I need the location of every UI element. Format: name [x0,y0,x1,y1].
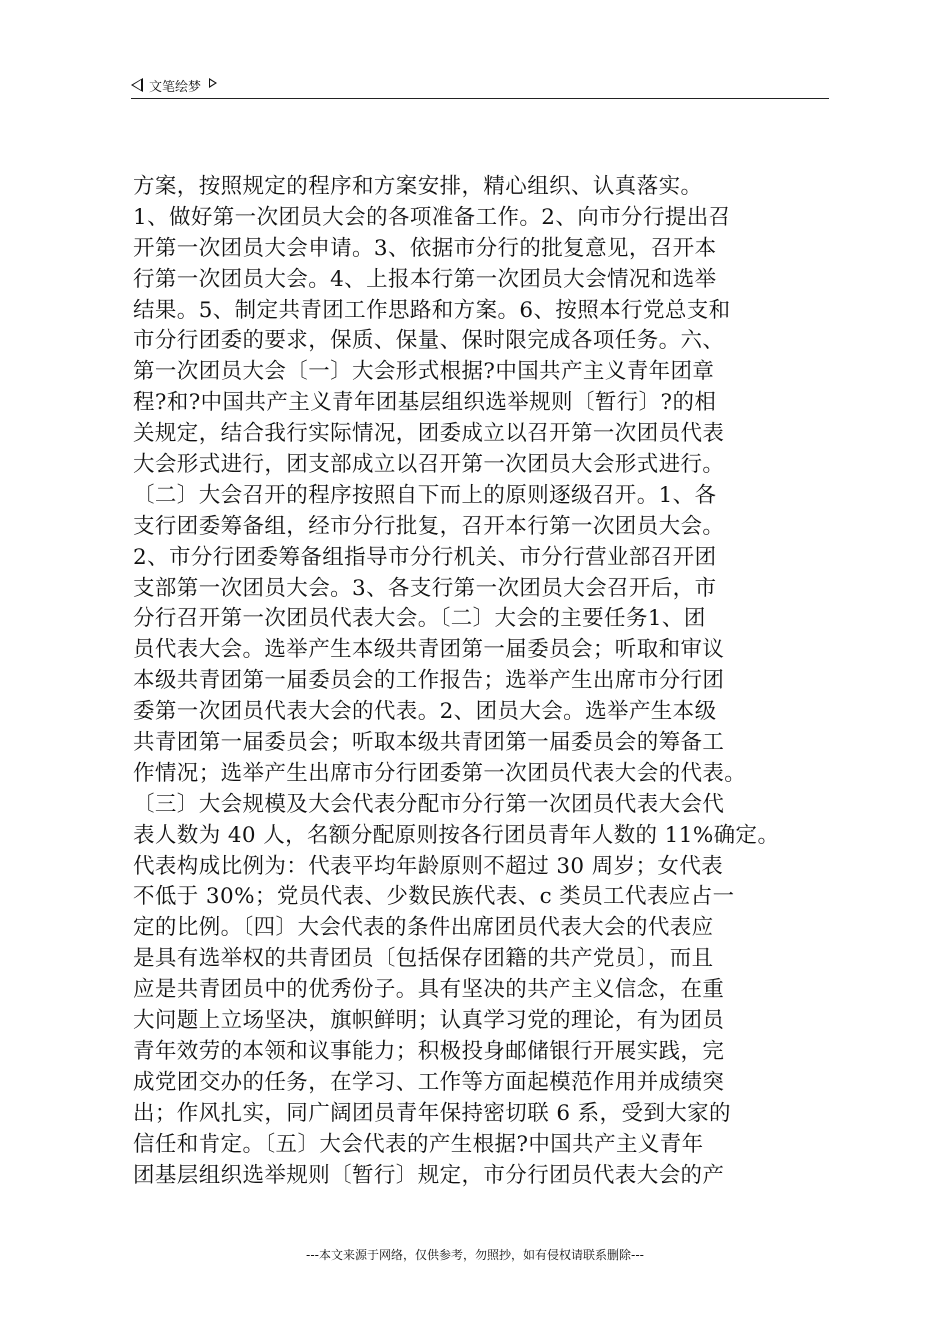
text-line: 支部第一次团员大会。3、各支行第一次团员大会召开后，市 [133,575,717,601]
text-line: 成党团交办的任务，在学习、工作等方面起模范作用并成绩突 [133,1069,725,1095]
text-line: 员代表大会。选举产生本级共青团第一届委员会；听取和审议 [133,637,725,663]
text-line: 支行团委筹备组，经市分行批复，召开本行第一次团员大会。 [133,513,725,539]
text-line: 结果。5、制定共青团工作思路和方案。6、按照本行党总支和 [133,297,731,323]
text-line: 〔三〕大会规模及大会代表分配市分行第一次团员代表大会代 [133,791,725,817]
text-line: 信任和肯定。〔五〕大会代表的产生根据?中国共产主义青年 [133,1131,704,1157]
page-header [131,72,217,98]
text-line: 大问题上立场坚决，旗帜鲜明；认真学习党的理论，有为团员 [133,1008,725,1034]
text-line: 共青团第一届委员会；听取本级共青团第一届委员会的筹备工 [133,730,725,756]
page-footer: ---本文来源于网络，仅供参考，勿照抄，如有侵权请联系删除--- [306,1248,644,1262]
text-line: 分行召开第一次团员代表大会。〔二〕大会的主要任务1、团 [133,606,706,632]
text-line: 大会形式进行，团支部成立以召开第一次团员大会形式进行。 [133,452,725,478]
header-divider [131,98,829,99]
text-line: 委第一次团员代表大会的代表。2、团员大会。选举产生本级 [133,699,717,725]
text-line: 开第一次团员大会申请。3、依据市分行的批复意见，召开本 [133,235,717,261]
header-title: 文笔绘梦 [149,79,202,95]
text-line: 定的比例。〔四〕大会代表的条件出席团员代表大会的代表应 [133,915,714,941]
text-line: 作情况；选举产生出席市分行团委第一次团员代表大会的代表。 [133,760,747,786]
triangle-right-icon [209,78,217,88]
text-line: 市分行团委的要求，保质、保量、保时限完成各项任务。六、 [133,328,725,354]
text-line: 应是共青团员中的优秀份子。具有坚决的共产主义信念，在重 [133,977,725,1003]
text-line: 代表构成比例为：代表平均年龄原则不超过 30 周岁；女代表 [133,853,724,879]
text-line: 程?和?中国共产主义青年团基层组织选举规则〔暂行〕?的相 [133,390,717,416]
text-line: 〔二〕大会召开的程序按照自下而上的原则逐级召开。1、各 [133,482,717,508]
triangle-left-icon [131,78,143,92]
text-line: 表人数为 40 人，名额分配原则按各行团员青年人数的 11%确定。 [133,822,780,848]
text-line: 方案，按照规定的程序和方案安排，精心组织、认真落实。 [133,174,703,199]
text-line: 2、市分行团委筹备组指导市分行机关、市分行营业部召开团 [133,544,717,570]
text-line: 行第一次团员大会。4、上报本行第一次团员大会情况和选举 [133,266,717,292]
text-line: 不低于 30%；党员代表、少数民族代表、c 类员工代表应占一 [133,884,735,910]
text-line: 1、做好第一次团员大会的各项准备工作。2、向市分行提出召 [133,204,731,230]
text-line: 关规定，结合我行实际情况，团委成立以召开第一次团员代表 [133,421,725,447]
text-line: 本级共青团第一届委员会的工作报告；选举产生出席市分行团 [133,668,725,694]
text-line: 团基层组织选举规则〔暂行〕规定，市分行团员代表大会的产 [133,1162,725,1188]
text-line: 第一次团员大会〔一〕大会形式根据?中国共产主义青年团章 [133,359,715,385]
document-body [133,172,838,1191]
text-line: 青年效劳的本领和议事能力；积极投身邮储银行开展实践，完 [133,1038,725,1064]
text-line: 出；作风扎实，同广阔团员青年保持密切联 6 系，受到大家的 [133,1100,731,1126]
text-line: 是具有选举权的共青团员〔包括保存团籍的共产党员〕，而且 [133,946,714,972]
